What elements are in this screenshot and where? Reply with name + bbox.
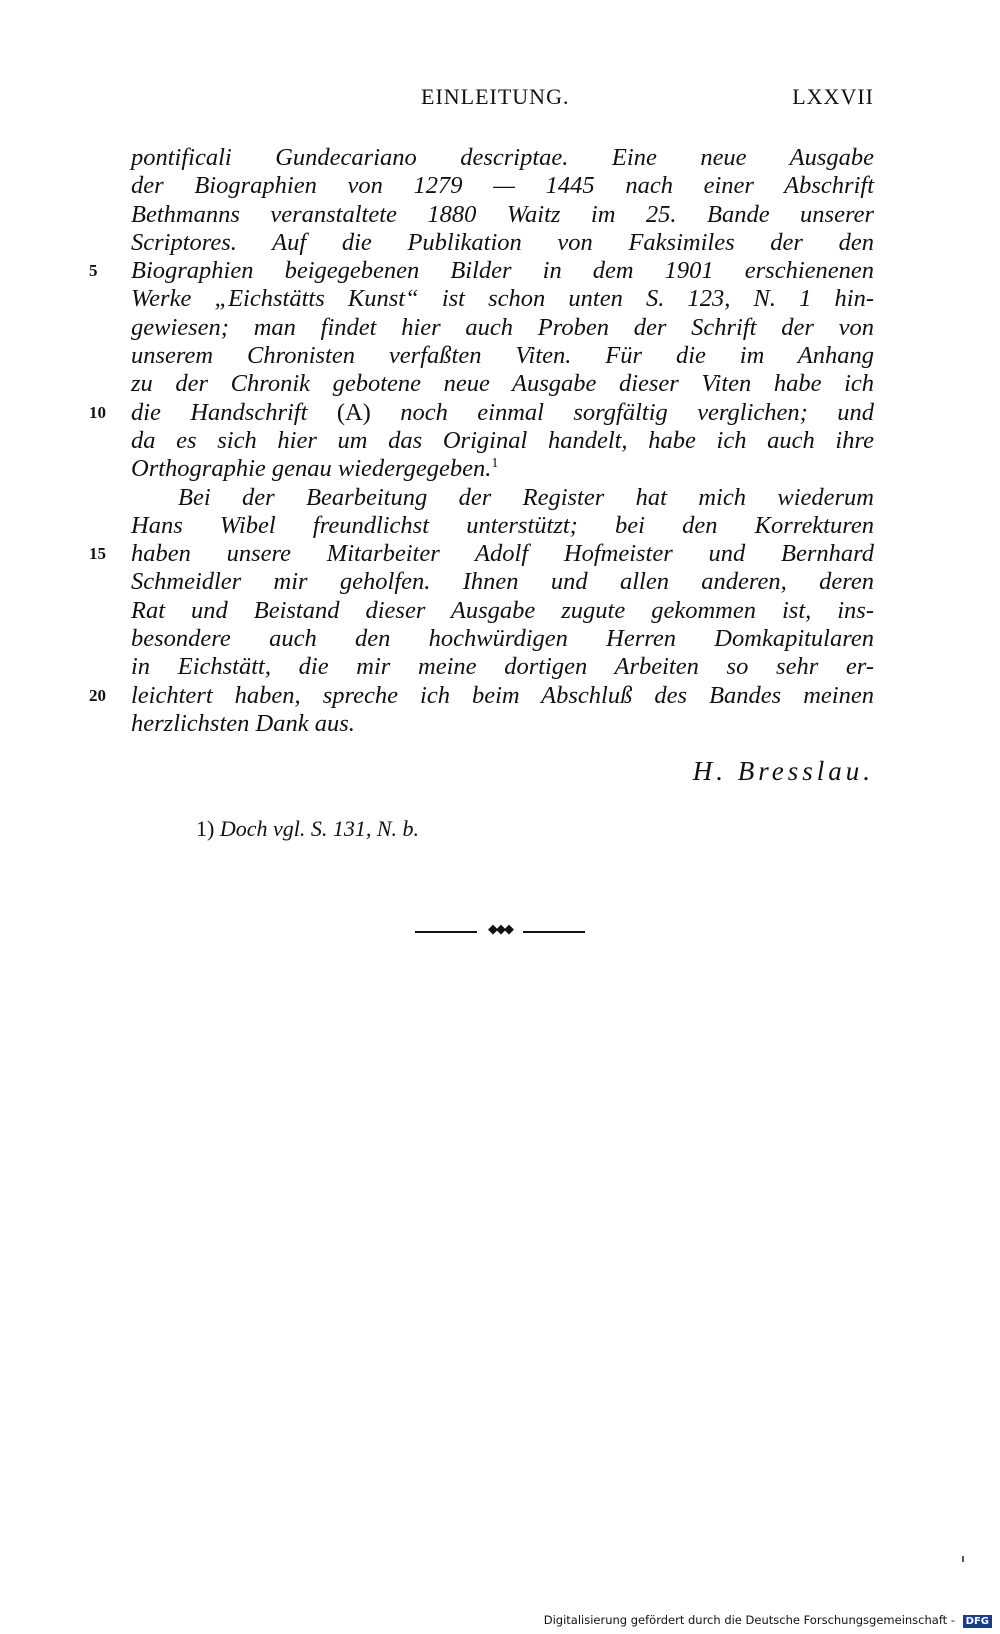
line-text: herzlichsten Dank aus. [131,709,355,737]
line-number: 10 [89,402,106,422]
line-number: 20 [89,685,106,705]
text-line [131,285,874,313]
line-text: pontificali Gundecariano descriptae. Eine neue Ausgabe [131,144,874,171]
line-text: da es sich hier um das Original handelt, habe ich auch ihre [131,426,874,454]
ornament-rule-left [415,931,477,933]
text-line [131,484,874,512]
line-text: in Eichstätt, die mir meine dortigen Arbeiten so sehr er- [131,653,874,681]
body-text [89,144,874,738]
text-line [131,314,874,342]
text-line [89,398,874,427]
line-text: besondere auch den hochwürdigen Herren Domkapitularen [131,625,874,653]
ornament-diamonds-icon: ◆◆◆ [488,921,512,936]
line-text: Rat und Beistand dieser Ausgabe zugute gekommen ist, ins- [131,596,874,624]
line-number: 15 [89,544,106,564]
text-line [131,455,874,483]
line-text: Schmeidler mir geholfen. Ihnen und allen anderen, deren [131,568,874,596]
credit-text: Digitalisierung gefördert durch die Deutsche Forschungsgemeinschaft - [543,1613,955,1627]
scan-mark [962,1556,964,1562]
footnote-ref: 1) [196,816,215,841]
footnote [196,816,419,842]
text-line [131,370,874,398]
ornament-rule-right [523,931,585,933]
line-text: Scriptores. Auf die Publikation von Faksimiles der den [131,228,874,256]
line-text: noch einmal sorgfältig verglichen; und [370,398,874,426]
page-number: LXXVII [792,84,874,109]
text-line [131,144,874,172]
text-line [131,201,874,229]
line-number: 5 [89,261,98,281]
line-text: haben unsere Mitarbeiter Adolf Hofmeister und Bernhard [131,540,874,568]
line-text: Werke „Eichstätts Kunst“ ist schon unten S. 123, N. 1 hin- [131,285,874,313]
text-line [89,681,874,710]
line-text: Orthographie genau wiedergegeben. [131,455,492,483]
text-line [131,710,874,738]
end-ornament [415,921,585,937]
text-line [131,625,874,653]
line-text: unserem Chronisten verfaßten Viten. Für die im Anhang [131,342,874,370]
text-line [131,597,874,625]
digitization-credit [544,1613,992,1628]
text-line [131,427,874,455]
line-text: Biographien beigegebenen Bilder in dem 1901 erschienenen [131,257,874,285]
signature: H. Bresslau. [692,756,874,786]
text-line [89,257,874,285]
line-text: zu der Chronik gebotene neue Ausgabe dieser Viten habe ich [131,370,874,398]
text-line [131,172,874,200]
text-line [131,342,874,370]
line-text: Bei der Bearbeitung der Register hat mich wiederum [178,483,874,511]
header-title: EINLEITUNG. [421,84,570,109]
text-line [131,512,874,540]
text-line [131,229,874,257]
line-text: leichtert haben, spreche ich beim Abschluß des Bandes meinen [131,681,874,709]
footnote-marker: 1 [491,456,499,472]
text-line [131,568,874,596]
line-text: der Biographien von 1279 — 1445 nach einer Abschrift [131,172,874,200]
line-text: gewiesen; man findet hier auch Proben der Schrift der von [131,313,874,341]
text-line [89,540,874,568]
running-header [131,84,874,114]
manuscript-siglum: (A) [336,398,371,426]
text-line [131,653,874,681]
line-text: Bethmanns veranstaltete 1880 Waitz im 25. Bande unserer [131,200,874,228]
line-text: Hans Wibel freundlichst unterstützt; bei den Korrekturen [131,511,874,539]
line-text: die Handschrift [131,398,337,426]
dfg-logo-icon: DFG [963,1615,992,1628]
footnote-text: Doch vgl. S. 131, N. b. [219,816,420,841]
